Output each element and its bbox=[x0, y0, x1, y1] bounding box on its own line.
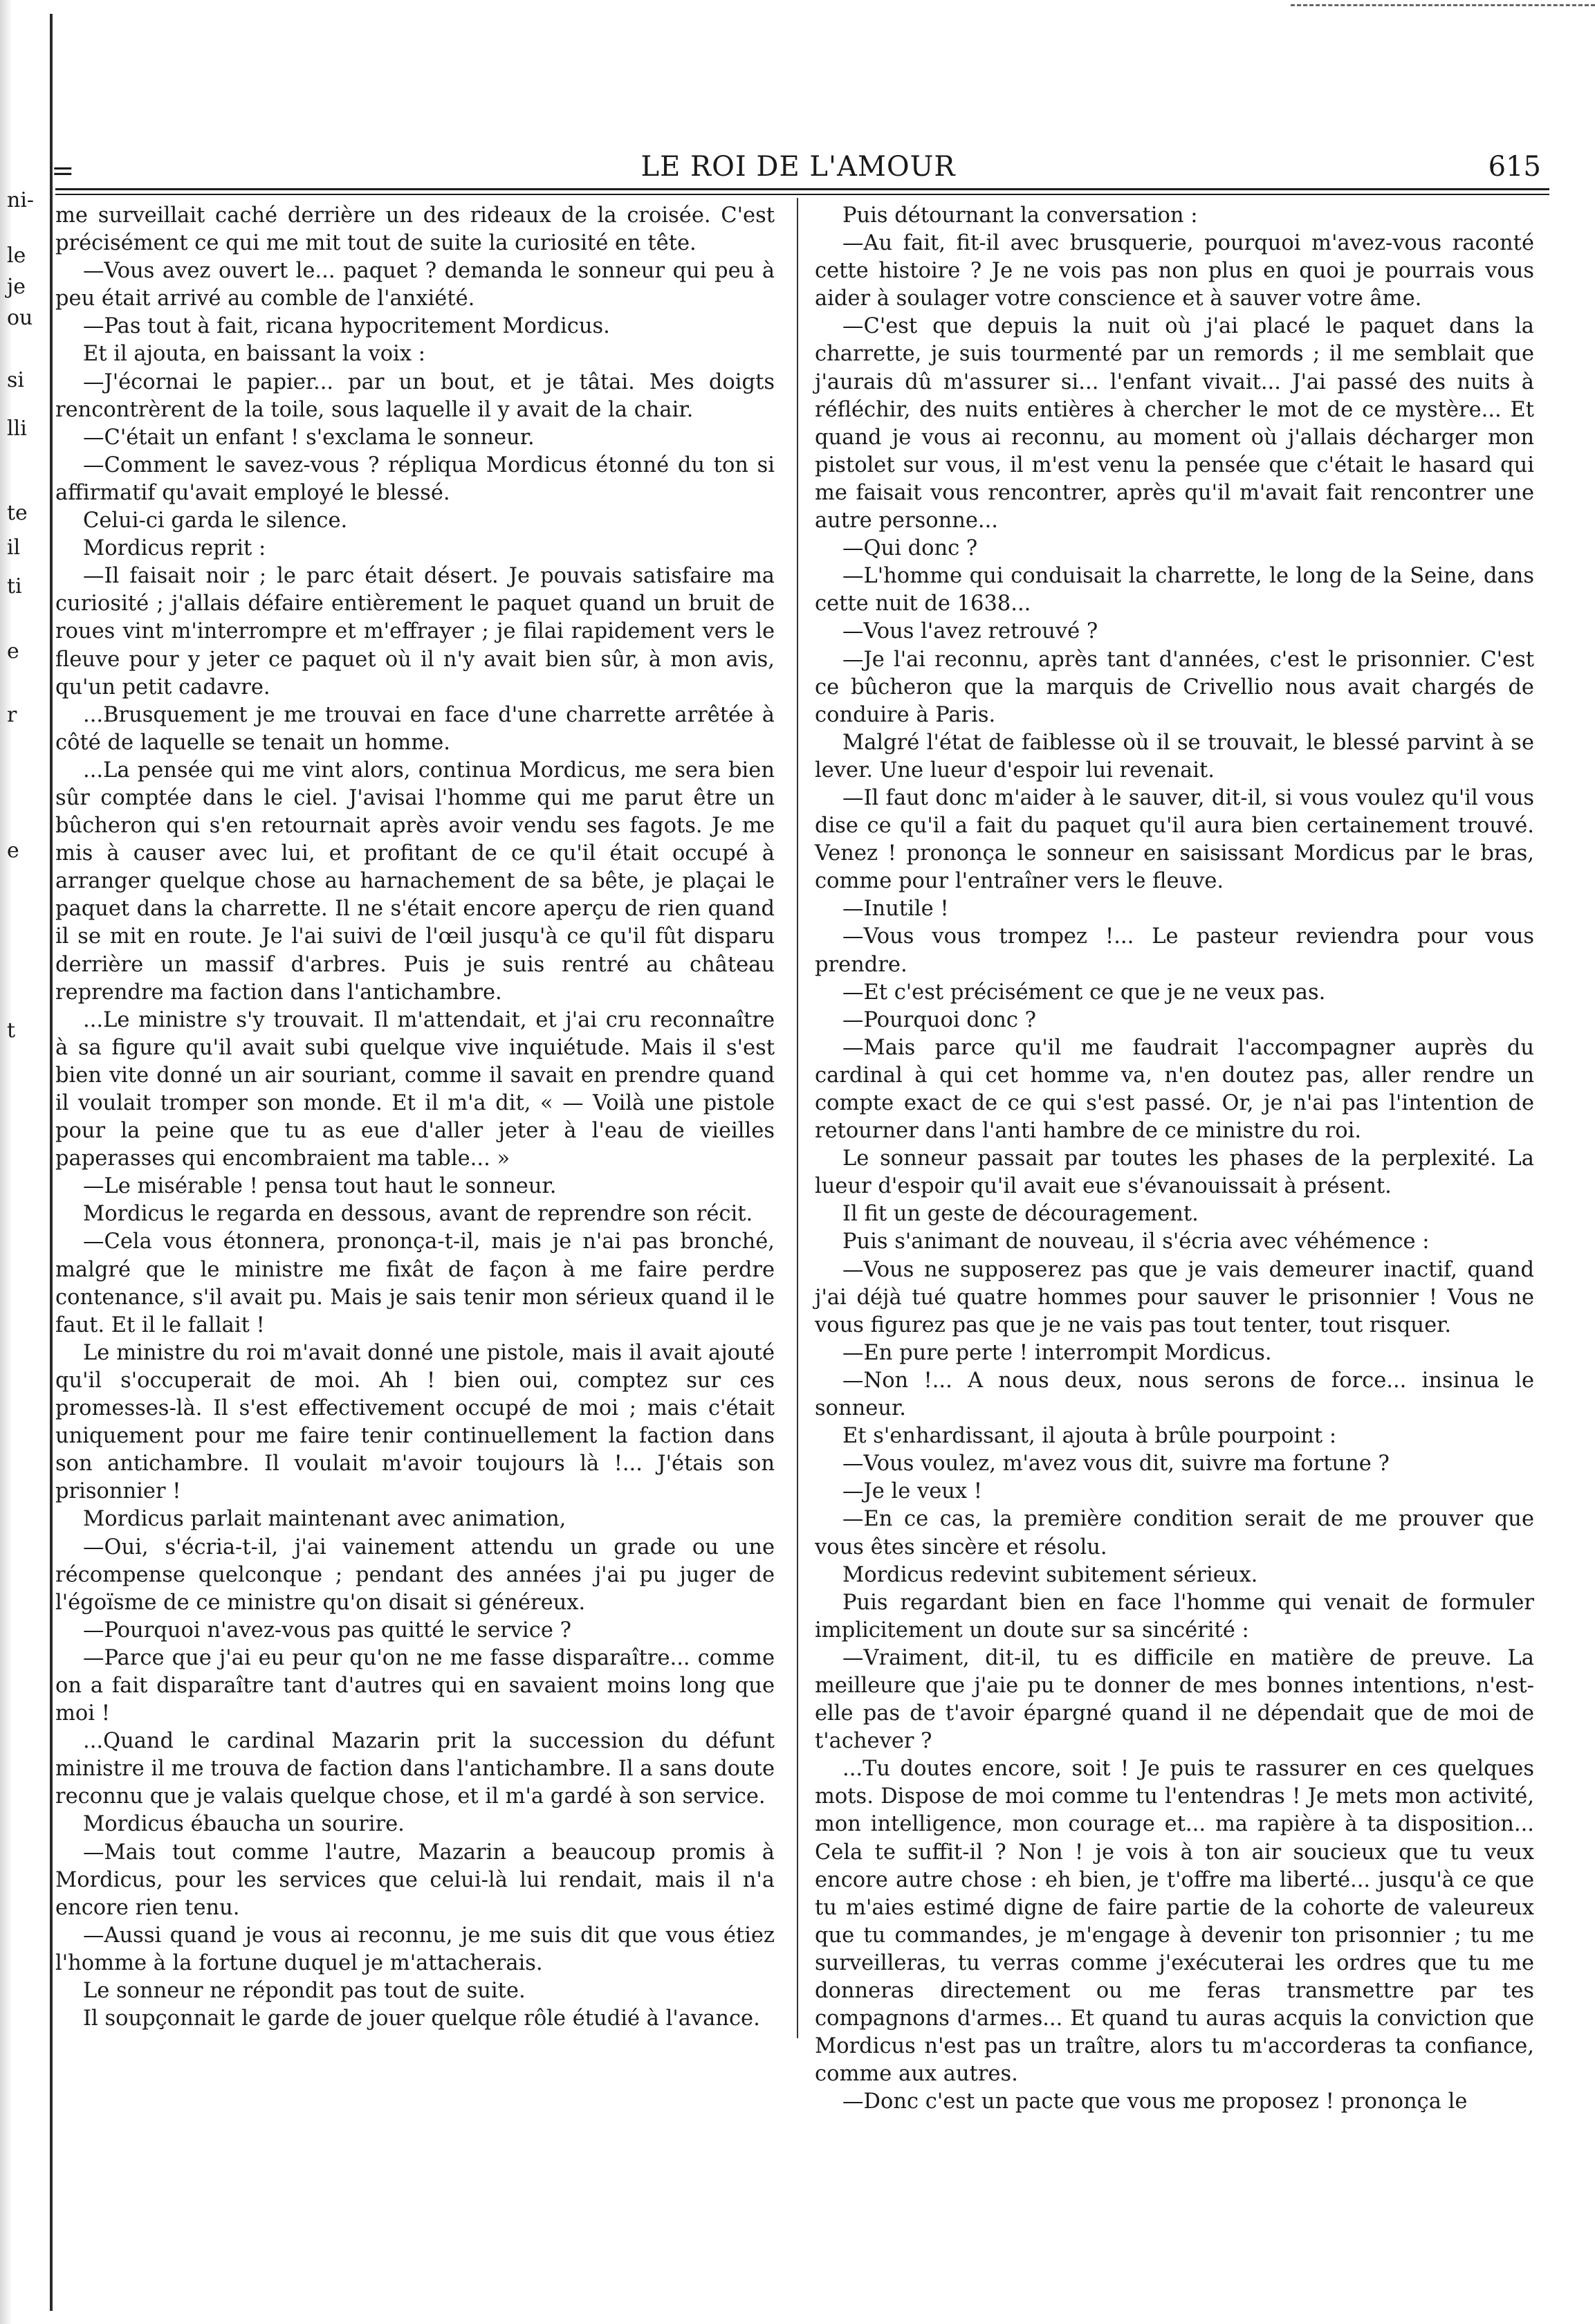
paragraph: Mordicus reprit : bbox=[83, 536, 266, 561]
margin-fragment: le bbox=[7, 244, 26, 268]
paragraph: —Qui donc ? bbox=[842, 536, 978, 561]
paragraph: —Cela vous étonnera, prononça-t-il, mais je n'ai pas bronché, malgré que le ministre me fixât de façon à me faire perdre contenance, s'il avait pu. Mais je sais tenir mon sérieux quand il le faut. Et il le fallait ! bbox=[55, 1229, 775, 1337]
margin-fragment: il bbox=[7, 536, 21, 560]
paragraph: —Vous avez ouvert le... paquet ? demanda le sonneur qui peu à peu était arrivé au comble de l'anxiété. bbox=[55, 259, 775, 311]
paragraph: Le sonneur ne répondit pas tout de suite. bbox=[83, 1979, 526, 2003]
column-separator bbox=[797, 198, 798, 2038]
paragraph: —Donc c'est un pacte que vous me proposez ! prononça le bbox=[842, 2089, 1468, 2114]
paragraph: ...Brusquement je me trouvai en face d'une charrette arrêtée à côté de laquelle se tenait un homme. bbox=[55, 702, 775, 755]
binding-edge bbox=[50, 14, 53, 2311]
paragraph: ...La pensée qui me vint alors, continua Mordicus, me sera bien sûr comptée dans le ciel. J'avisai l'homme qui me parut être un bûcheron qui s'en retournait après avoir vendu ses fagots. Je me mis à causer avec lui, et profitant de ce qu'il était occupé à arranger quelque chose au harnachement de sa bête, je plaçai le paquet dans la charrette. Il ne s'était encore aperçu de rien quand il se mit en route. Je l'ai suivi de l'œil jusqu'à ce qu'il fût disparu derrière un massif d'arbres. Puis je suis rentré au château reprendre ma faction dans l'antichambre. bbox=[55, 758, 775, 1005]
paragraph: —Pourquoi donc ? bbox=[842, 1007, 1037, 1032]
paragraph: —Je le veux ! bbox=[842, 1479, 983, 1504]
left-column bbox=[55, 202, 775, 2033]
paragraph: —Non !... A nous deux, nous serons de force... insinua le sonneur. bbox=[815, 1368, 1534, 1421]
paragraph: —Je l'ai reconnu, après tant d'années, c'est le prisonnier. C'est ce bûcheron que la marquis de Crivellio nous avait chargés de conduire à Paris. bbox=[815, 647, 1534, 727]
paragraph: Il fit un geste de découragement. bbox=[842, 1202, 1199, 1227]
paragraph: —Inutile ! bbox=[842, 897, 949, 922]
paragraph: —Comment le savez-vous ? répliqua Mordicus étonné du ton si affirmatif qu'avait employé le blessé. bbox=[55, 452, 775, 505]
header-rule-thin bbox=[55, 194, 1549, 195]
paragraph: Le ministre du roi m'avait donné une pistole, mais il avait ajouté qu'il s'occuperait de moi. Ah ! bien oui, comptez sur ces promesses-là. Il s'est effectivement occupé de moi ; mais c'était uniquement pour me faire tenir continuellement la faction dans son antichambre. Il voulait m'avoir toujours là !... J'étais son prisonnier ! bbox=[55, 1340, 775, 1504]
paragraph: ...Le ministre s'y trouvait. Il m'attendait, et j'ai cru reconnaître à sa figure qu'il avait subi quelque vive inquiétude. Mais il s'est bien vite donné un air souriant, comme il savait en prendre quand il voulait tromper son monde. Et il m'a dit, « — Voilà une pistole pour la peine que tu as eue d'aller jeter à l'eau de vieilles paperasses qui encombraient ma table... » bbox=[55, 1007, 775, 1171]
margin-fragment: e bbox=[7, 639, 19, 664]
paragraph: —Parce que j'ai eu peur qu'on ne me fasse disparaître... comme on a fait disparaître tant d'autres qui en savaient moins long que moi ! bbox=[55, 1645, 775, 1726]
paragraph: —Vraiment, dit-il, tu es difficile en matière de preuve. La meilleure que j'aie pu te donner de mes bonnes intentions, n'est-elle pas de t'avoir épargné quand il ne dépendait que de moi de t'achever ? bbox=[815, 1645, 1534, 1754]
paragraph: —L'homme qui conduisait la charrette, le long de la Seine, dans cette nuit de 1638... bbox=[815, 564, 1534, 616]
paragraph: —Le misérable ! pensa tout haut le sonneur. bbox=[83, 1174, 557, 1199]
page-header bbox=[51, 151, 1541, 187]
paragraph: ...Tu doutes encore, soit ! Je puis te rassurer en ces quelques mots. Dispose de moi comme tu l'entendras ! Je mets mon activité, mon intelligence, mon courage et... ma rapière à ta disposition... Cela te suffit-il ? Non ! je vois à ton air soucieux que tu veux encore autre chose : eh bien, je t'offre ma liberté... jusqu'à ce que tu m'aies estimé digne de faire partie de la cohorte de valeureux que tu commandes, je m'engage à devenir ton prisonnier ; tu me surveilleras, tu verras comme j'exécuterai les ordres que tu me donneras directement ou me feras transmettre par tes compagnons d'armes... Et quand tu auras acquis la conviction que Mordicus n'est pas un traître, alors tu m'accorderas ta confiance, comme aux autres. bbox=[815, 1757, 1534, 2087]
margin-fragment: si bbox=[7, 368, 24, 392]
margin-fragment: ti bbox=[7, 574, 22, 598]
paragraph: Il soupçonnait le garde de jouer quelque rôle étudié à l'avance. bbox=[83, 2006, 760, 2031]
paragraph: —Mais parce qu'il me faudrait l'accompagner auprès du cardinal à qui cet homme va, n'en doutez pas, aller rendre un compte exact de ce qui s'est passé. Or, je n'ai pas l'intention de retourner dans l'anti hambre de ce ministre du roi. bbox=[815, 1035, 1534, 1144]
paragraph: —C'est que depuis la nuit où j'ai placé le paquet dans la charrette, je suis tourmenté par un remords ; il me semblait que j'aurais dû m'assurer si... l'enfant vivait... J'ai passé des nuits à réfléchir, des nuits entières à chercher le mot de ce mystère... Et quand je vous ai reconnu, au moment où j'allais décharger mon pistolet sur vous, il m'est venu la pensée que c'était le hasard qui me faisait vous rencontrer, après qu'il m'avait fait rencontrer une autre personne... bbox=[815, 314, 1534, 533]
paragraph: —Vous ne supposerez pas que je vais demeurer inactif, quand j'ai déjà tué quatre hommes pour sauver le prisonnier ! Vous ne vous figurez pas que je ne vais pas tout tenter, tout risquer. bbox=[815, 1257, 1534, 1337]
paragraph: Et s'enhardissant, il ajouta à brûle pourpoint : bbox=[842, 1424, 1337, 1449]
margin-fragment: te bbox=[7, 501, 28, 525]
running-title: LE ROI DE L'AMOUR bbox=[640, 151, 956, 183]
paragraph: ...Quand le cardinal Mazarin prit la succession du défunt ministre il me trouva de faction dans l'antichambre. Il a sans doute reconnu que je valais quelque chose, et il m'a gardé à son service. bbox=[55, 1729, 775, 1809]
paragraph: Celui-ci garda le silence. bbox=[83, 509, 348, 533]
paragraph: —Et c'est précisément ce que je ne veux pas. bbox=[842, 980, 1326, 1005]
scan-edge-mark bbox=[1291, 4, 1595, 8]
right-column bbox=[815, 202, 1534, 2116]
paragraph: —En pure perte ! interrompit Mordicus. bbox=[842, 1340, 1272, 1365]
margin-fragment: ni- bbox=[7, 188, 35, 212]
paragraph: Puis regardant bien en face l'homme qui venait de formuler implicitement un doute sur sa sincérité : bbox=[815, 1590, 1534, 1643]
paragraph: Mordicus redevint subitement sérieux. bbox=[842, 1562, 1258, 1587]
paragraph: —Mais tout comme l'autre, Mazarin a beaucoup promis à Mordicus, pour les services que celui-là lui rendait, mais il n'a encore rien tenu. bbox=[55, 1840, 775, 1920]
paragraph: Mordicus le regarda en dessous, avant de reprendre son récit. bbox=[83, 1202, 753, 1227]
header-rule-thick bbox=[55, 188, 1549, 190]
paragraph: —Pourquoi n'avez-vous pas quitté le service ? bbox=[83, 1618, 571, 1643]
paragraph: —Aussi quand je vous ai reconnu, je me suis dit que vous étiez l'homme à la fortune duquel je m'attacherais. bbox=[55, 1923, 775, 1975]
paragraph: Mordicus parlait maintenant avec animation, bbox=[83, 1507, 566, 1532]
paragraph: —C'était un enfant ! s'exclama le sonneur. bbox=[83, 425, 535, 450]
paragraph: —Il faut donc m'aider à le sauver, dit-il, si vous voulez qu'il vous dise ce qu'il a fait du paquet qu'il aura bien certainement trouvé. Venez ! prononça le sonneur en saisissant Mordicus par le bras, comme pour l'entraîner vers le fleuve. bbox=[815, 785, 1534, 894]
margin-fragment: lli bbox=[7, 417, 27, 441]
margin-fragment: r bbox=[7, 703, 17, 727]
paragraph: —Vous voulez, m'avez vous dit, suivre ma fortune ? bbox=[842, 1452, 1390, 1476]
paragraph: —Au fait, fit-il avec brusquerie, pourquoi m'avez-vous raconté cette histoire ? Je ne vois pas non plus en quoi je pourrais vous aider à soulager votre conscience et à sauver votre âme. bbox=[815, 231, 1534, 311]
paragraph: me surveillait caché derrière un des rideaux de la croisée. C'est précisément ce qui me mit tout de suite la curiosité en tête. bbox=[55, 203, 775, 256]
paragraph: —Pas tout à fait, ricana hypocritement Mordicus. bbox=[83, 314, 610, 339]
paragraph: —Il faisait noir ; le parc était désert. Je pouvais satisfaire ma curiosité ; j'allais défaire entièrement le paquet quand un bruit de roues vint m'interrompre et m'effrayer ; je filai rapidement vers le fleuve pour y jeter ce paquet où il n'y avait bien sûr, à mon avis, qu'un petit cadavre. bbox=[55, 564, 775, 699]
margin-fragment: t bbox=[7, 1018, 16, 1043]
paragraph: —En ce cas, la première condition serait de me prouver que vous êtes sincère et résolu. bbox=[815, 1507, 1534, 1559]
header-left-mark: = bbox=[51, 155, 75, 187]
paragraph: —Vous l'avez retrouvé ? bbox=[842, 619, 1098, 644]
margin-fragment: ou bbox=[7, 306, 33, 330]
paragraph: Malgré l'état de faiblesse où il se trouvait, le blessé parvint à se lever. Une lueur d'espoir lui revenait. bbox=[815, 730, 1534, 783]
paragraph: Et il ajouta, en baissant la voix : bbox=[83, 342, 425, 367]
margin-fragment: je bbox=[7, 275, 26, 299]
binding-shadow bbox=[0, 0, 12, 2324]
paragraph: Puis détournant la conversation : bbox=[842, 203, 1198, 228]
paragraph: Le sonneur passait par toutes les phases de la perplexité. La lueur d'espoir qu'il avait eue s'évanouissait à présent. bbox=[815, 1146, 1534, 1199]
page-number: 615 bbox=[1488, 151, 1541, 183]
paragraph: Puis s'animant de nouveau, il s'écria avec véhémence : bbox=[842, 1229, 1430, 1254]
paragraph: Mordicus ébaucha un sourire. bbox=[83, 1812, 405, 1837]
paragraph: —Vous vous trompez !... Le pasteur reviendra pour vous prendre. bbox=[815, 924, 1534, 977]
paragraph: —J'écornai le papier... par un bout, et je tâtai. Mes doigts rencontrèrent de la toile, sous laquelle il y avait de la chair. bbox=[55, 369, 775, 422]
margin-fragment: e bbox=[7, 839, 19, 863]
paragraph: —Oui, s'écria-t-il, j'ai vainement attendu un grade ou une récompense quelconque ; pendant des années j'ai pu juger de l'égoïsme de ce ministre qu'on disait si généreux. bbox=[55, 1535, 775, 1615]
